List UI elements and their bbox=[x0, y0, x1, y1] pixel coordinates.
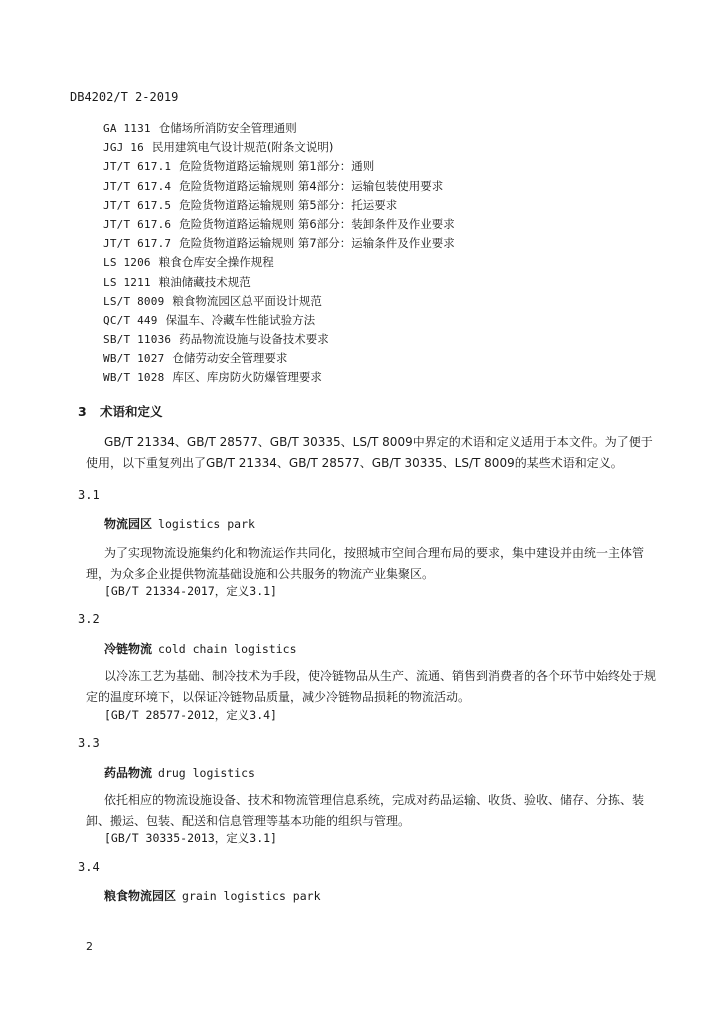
term-title bbox=[104, 764, 255, 781]
term-title-en: cold chain logistics bbox=[158, 642, 297, 656]
term-title bbox=[104, 640, 297, 657]
reference-title: 粮食物流园区总平面设计规范 bbox=[172, 293, 322, 308]
reference-title: 粮油储藏技术规范 bbox=[158, 274, 251, 289]
reference-title: 保温车、冷藏车性能试验方法 bbox=[165, 312, 316, 327]
term-title-cn: 冷链物流 bbox=[104, 642, 153, 656]
reference-code: GA 1131 bbox=[103, 122, 151, 135]
reference-item bbox=[103, 234, 455, 253]
reference-code: JT/T 617.6 bbox=[103, 217, 172, 231]
reference-code: QC/T 449 bbox=[103, 313, 158, 327]
term-definition: 以冷冻工艺为基础、制冷技术为手段，使冷链物品从生产、流通、销售到消费者的各个环节中始终处于规定的温度环境下，以保证冷链物品质量，减少冷链物品损耗的物流活动。 bbox=[86, 669, 657, 704]
reference-title: 粮食仓库安全操作规程 bbox=[158, 255, 274, 270]
reference-code: WB/T 1028 bbox=[103, 371, 165, 385]
document-header-code: DB4202/T 2-2019 bbox=[70, 90, 179, 104]
term-title-en: grain logistics park bbox=[182, 889, 321, 903]
reference-code: SB/T 11036 bbox=[103, 333, 172, 347]
reference-title: 仓储劳动安全管理要求 bbox=[172, 351, 288, 366]
reference-item bbox=[103, 349, 455, 368]
reference-item bbox=[103, 177, 455, 196]
term-title-cn: 粮食物流园区 bbox=[104, 889, 177, 903]
term-title-en: logistics park bbox=[158, 517, 255, 531]
section-title: 术语和定义 bbox=[100, 404, 163, 419]
term-number: 3.2 bbox=[78, 612, 100, 626]
reference-title: 药品物流设施与设备技术要求 bbox=[179, 332, 329, 347]
term-title bbox=[104, 515, 255, 532]
reference-title: 危险货物道路运输规则 第4部分：运输包装使用要求 bbox=[179, 178, 444, 193]
reference-code: LS 1211 bbox=[103, 275, 151, 289]
reference-item bbox=[103, 157, 455, 176]
reference-item bbox=[103, 330, 455, 349]
reference-item bbox=[103, 368, 455, 387]
reference-code: LS 1206 bbox=[103, 256, 151, 270]
reference-item bbox=[103, 292, 455, 311]
reference-item bbox=[103, 196, 455, 215]
term-number: 3.4 bbox=[78, 860, 100, 874]
reference-code: JT/T 617.5 bbox=[103, 198, 172, 212]
section-heading bbox=[78, 402, 163, 420]
term-title-en: drug logistics bbox=[158, 766, 255, 780]
term-source: [GB/T 21334-2017，定义3.1] bbox=[104, 584, 277, 598]
reference-item bbox=[103, 311, 455, 330]
reference-code: JT/T 617.7 bbox=[103, 237, 172, 251]
section-intro-paragraph: GB/T 21334、GB/T 28577、GB/T 30335、LS/T 8009中界定的术语和定义适用于本文件。为了便于使用，以下重复列出了GB/T 21334、GB/T 28577、GB/T 30335、LS/T 8009的某些术语和定义。 bbox=[86, 435, 653, 470]
reference-title: 民用建筑电气设计规范(附条文说明) bbox=[151, 140, 334, 155]
reference-title: 仓储场所消防安全管理通则 bbox=[158, 121, 297, 135]
reference-code: JT/T 617.1 bbox=[103, 160, 172, 174]
term-title-cn: 物流园区 bbox=[104, 517, 153, 531]
reference-item bbox=[103, 253, 455, 272]
normative-references-list bbox=[103, 119, 455, 388]
page-number: 2 bbox=[86, 940, 93, 953]
reference-title: 危险货物道路运输规则 第7部分：运输条件及作业要求 bbox=[179, 236, 455, 251]
reference-item bbox=[103, 119, 455, 138]
reference-code: JGJ 16 bbox=[103, 141, 144, 155]
reference-code: JT/T 617.4 bbox=[103, 179, 172, 193]
term-definition: 为了实现物流设施集约化和物流运作共同化，按照城市空间合理布局的要求，集中建设并由统一主体管理，为众多企业提供物流基础设施和公共服务的物流产业集聚区。 bbox=[86, 546, 645, 581]
reference-code: LS/T 8009 bbox=[103, 294, 165, 308]
term-source: [GB/T 30335-2013，定义3.1] bbox=[104, 831, 277, 845]
term-title-cn: 药品物流 bbox=[104, 766, 153, 780]
term-definition: 依托相应的物流设施设备、技术和物流管理信息系统，完成对药品运输、收货、验收、储存、分拣、装卸、搬运、包装、配送和信息管理等基本功能的组织与管理。 bbox=[86, 793, 645, 828]
reference-title: 危险货物道路运输规则 第5部分：托运要求 bbox=[179, 197, 398, 212]
term-number: 3.3 bbox=[78, 736, 100, 750]
term-title bbox=[104, 887, 321, 904]
section-number: 3 bbox=[78, 404, 87, 419]
term-number: 3.1 bbox=[78, 488, 100, 502]
reference-code: WB/T 1027 bbox=[103, 352, 165, 366]
reference-title: 危险货物道路运输规则 第6部分：装卸条件及作业要求 bbox=[179, 216, 455, 231]
reference-item bbox=[103, 215, 455, 234]
reference-item bbox=[103, 273, 455, 292]
reference-title: 危险货物道路运输规则 第1部分：通则 bbox=[179, 159, 375, 174]
reference-item bbox=[103, 138, 455, 157]
term-source: [GB/T 28577-2012，定义3.4] bbox=[104, 708, 277, 722]
reference-title: 库区、库房防火防爆管理要求 bbox=[172, 370, 322, 385]
